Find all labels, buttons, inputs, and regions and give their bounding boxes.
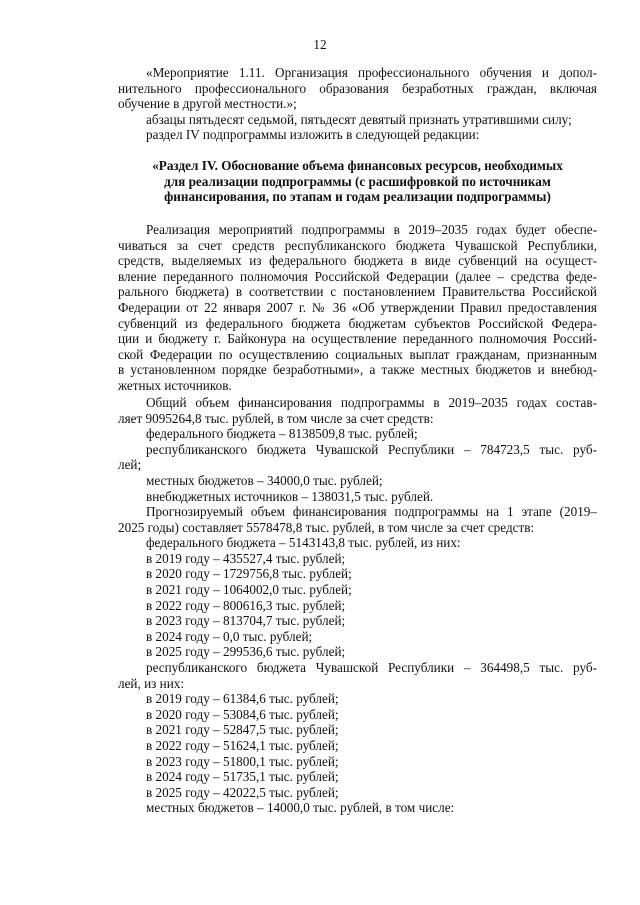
republic-year-line: в 2023 году – 51800,1 тыс. рублей; bbox=[146, 753, 339, 769]
federal-year-line: в 2019 году – 435527,4 тыс. рублей; bbox=[146, 550, 346, 566]
federal-year-line: в 2023 году – 813704,7 тыс. рублей; bbox=[146, 613, 346, 629]
text-line: рального бюджета) в соответствии с постановлением Правительства Российской bbox=[118, 284, 597, 300]
stage1-financing bbox=[118, 504, 597, 816]
text-line: ляет 9095264,8 тыс. рублей, в том числе за счет средств: bbox=[118, 410, 434, 426]
text-line: ции и бюджету г. Байконура на осуществление переданного полномочия Россий- bbox=[118, 331, 597, 347]
text-line: обучение в другой местности.»; bbox=[118, 96, 297, 112]
heading-line: финансирования, по этапам и годам реализации подпрограммы) bbox=[164, 189, 551, 205]
text-line: Общий объем финансирования подпрограммы в 2019–2035 годах состав- bbox=[146, 395, 597, 410]
text-line: лей, из них: bbox=[118, 675, 185, 691]
federal-year-line: в 2024 году – 0,0 тыс. рублей; bbox=[146, 628, 313, 644]
federal-year-line: в 2021 году – 1064002,0 тыс. рублей; bbox=[146, 581, 352, 597]
text-line: субвенций из федерального бюджета бюджетам субъектов Российской Федера- bbox=[118, 315, 597, 331]
text-line: нительного профессионального образования безработных граждан, включая bbox=[118, 80, 597, 96]
federal-year-line: в 2022 году – 800616,3 тыс. рублей; bbox=[146, 597, 346, 613]
text-line: ской Федерации по осуществлению социальных выплат гражданам, признанным bbox=[118, 346, 597, 362]
republic-year-line: в 2021 году – 52847,5 тыс. рублей; bbox=[146, 722, 339, 738]
text-line: абзацы пятьдесят седьмой, пятьдесят девятый признать утратившими силу; bbox=[146, 111, 572, 127]
federal-year-line: в 2025 году – 299536,6 тыс. рублей; bbox=[146, 644, 346, 660]
republic-year-line: в 2020 году – 53084,6 тыс. рублей; bbox=[146, 706, 339, 722]
federal-budget-title: федерального бюджета – 5143143,8 тыс. рублей, из них: bbox=[146, 535, 461, 551]
local-budget-title: местных бюджетов – 14000,0 тыс. рублей, в том числе: bbox=[146, 800, 455, 816]
text-line: 2025 годы) составляет 5578478,8 тыс. рублей, в том числе за счет средств: bbox=[118, 519, 535, 535]
federal-budget-total: федерального бюджета – 8138509,8 тыс. рублей; bbox=[146, 426, 418, 442]
text-line: вление переданного полномочия Российской Федерации (далее – средства феде- bbox=[118, 268, 597, 284]
text-line: чиваться за счет средств республиканского бюджета Чувашской Республики, bbox=[118, 237, 597, 253]
republic-year-line: в 2025 году – 42022,5 тыс. рублей; bbox=[146, 784, 339, 800]
text-line: раздел IV подпрограммы изложить в следующей редакции: bbox=[146, 127, 480, 143]
federal-year-line: в 2020 году – 1729756,8 тыс. рублей; bbox=[146, 566, 352, 582]
text-line: Реализация мероприятий подпрограммы в 2019–2035 годах будет обеспе- bbox=[146, 222, 597, 237]
text-line: Прогнозируемый объем финансирования подпрограммы на 1 этапе (2019– bbox=[146, 504, 597, 519]
local-budget-total: местных бюджетов – 34000,0 тыс. рублей; bbox=[146, 472, 383, 488]
republic-year-line: в 2024 году – 51735,1 тыс. рублей; bbox=[146, 769, 339, 785]
heading-line: для реализации подпрограммы (с расшифровкой по источникам bbox=[164, 173, 551, 189]
amendment-quote bbox=[118, 65, 597, 143]
main-paragraph bbox=[118, 222, 597, 394]
total-financing bbox=[118, 395, 597, 504]
republic-budget-title: республиканского бюджета Чувашской Республики – 364498,5 тыс. руб- bbox=[146, 659, 597, 675]
page-number: 12 bbox=[313, 37, 327, 52]
text-line: жетных источников. bbox=[118, 377, 232, 393]
extrabudget-total: внебюджетных источников – 138031,5 тыс. рублей. bbox=[146, 488, 434, 504]
text-line: лей; bbox=[118, 457, 142, 473]
republic-budget-total: республиканского бюджета Чувашской Республики – 784723,5 тыс. руб- bbox=[146, 441, 597, 457]
text-line: Федерации от 22 января 2007 г. № 36 «Об утверждении Правил предоставления bbox=[118, 299, 597, 315]
section-heading bbox=[108, 158, 607, 205]
heading-line: «Раздел IV. Обоснование объема финансовых ресурсов, необходимых bbox=[152, 158, 563, 173]
text-line: «Мероприятие 1.11. Организация профессионального обучения и допол- bbox=[146, 65, 597, 80]
republic-year-line: в 2022 году – 51624,1 тыс. рублей; bbox=[146, 737, 339, 753]
republic-year-line: в 2019 году – 61384,6 тыс. рублей; bbox=[146, 691, 339, 707]
text-line: средств, выделяемых из федерального бюджета в виде субвенций на осущест- bbox=[118, 253, 597, 269]
text-line: в установленном порядке безработными», а также местных бюджетов и внебюд- bbox=[118, 362, 597, 378]
